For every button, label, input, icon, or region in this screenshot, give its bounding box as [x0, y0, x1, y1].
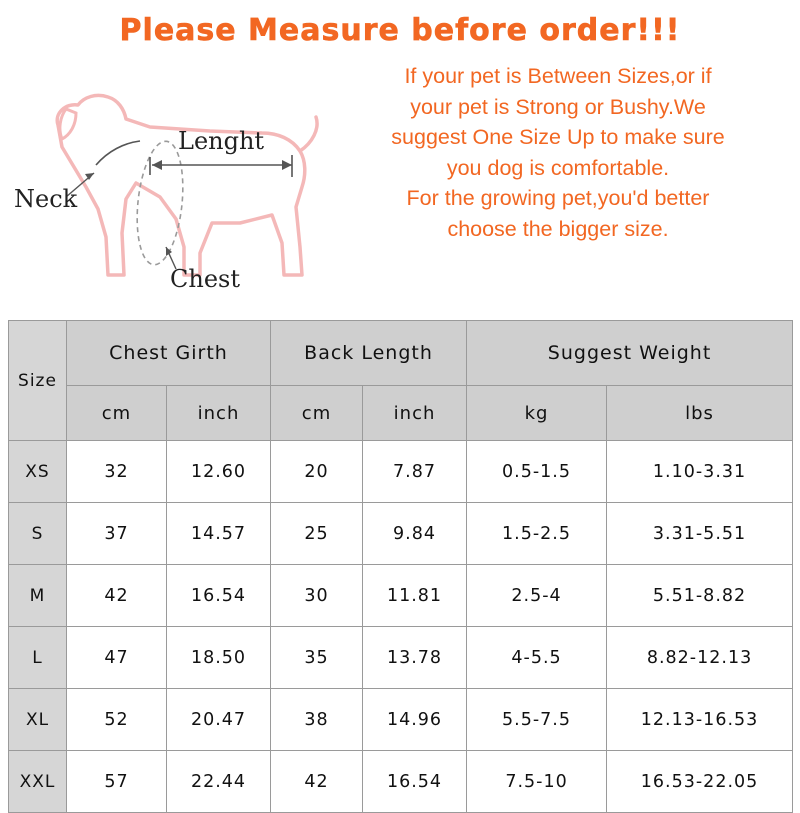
notice-line-2: your pet is Strong or Bushy.We — [410, 94, 706, 119]
cell-back-cm: 25 — [271, 503, 363, 565]
cell-weight-lbs: 1.10-3.31 — [607, 441, 793, 503]
cell-back-cm: 20 — [271, 441, 363, 503]
cell-size: S — [9, 503, 67, 565]
cell-size: XL — [9, 689, 67, 751]
notice-line-3: suggest One Size Up to make sure — [391, 125, 725, 150]
sizing-notice — [330, 47, 800, 244]
page-title: Please Measure before order!!! — [119, 13, 681, 48]
label-chest: Chest — [170, 265, 240, 293]
subheader-back-inch: inch — [363, 386, 467, 441]
cell-chest-cm: 37 — [67, 503, 167, 565]
cell-weight-kg: 4-5.5 — [467, 627, 607, 689]
cell-back-cm: 38 — [271, 689, 363, 751]
subheader-weight-kg: kg — [467, 386, 607, 441]
table-group-header-row — [9, 321, 793, 386]
cell-chest-inch: 12.60 — [167, 441, 271, 503]
cell-back-inch: 11.81 — [363, 565, 467, 627]
label-lenght: Lenght — [178, 127, 265, 155]
subheader-chest-cm: cm — [67, 386, 167, 441]
table-row — [9, 627, 793, 689]
cell-weight-lbs: 8.82-12.13 — [607, 627, 793, 689]
cell-back-cm: 42 — [271, 751, 363, 813]
table-sub-header-row — [9, 386, 793, 441]
table-body — [9, 441, 793, 813]
cell-chest-cm: 42 — [67, 565, 167, 627]
cell-size: M — [9, 565, 67, 627]
cell-weight-kg: 2.5-4 — [467, 565, 607, 627]
cell-size: L — [9, 627, 67, 689]
cell-back-inch: 16.54 — [363, 751, 467, 813]
dog-silhouette-icon — [0, 47, 330, 297]
cell-back-inch: 9.84 — [363, 503, 467, 565]
table-row — [9, 689, 793, 751]
dog-diagram — [0, 47, 330, 297]
subheader-weight-lbs: lbs — [607, 386, 793, 441]
cell-back-cm: 30 — [271, 565, 363, 627]
header-size: Size — [9, 321, 67, 441]
cell-weight-kg: 5.5-7.5 — [467, 689, 607, 751]
cell-chest-cm: 52 — [67, 689, 167, 751]
cell-back-inch: 13.78 — [363, 627, 467, 689]
cell-weight-kg: 1.5-2.5 — [467, 503, 607, 565]
cell-weight-lbs: 3.31-5.51 — [607, 503, 793, 565]
cell-weight-lbs: 5.51-8.82 — [607, 565, 793, 627]
subheader-chest-inch: inch — [167, 386, 271, 441]
cell-chest-inch: 18.50 — [167, 627, 271, 689]
header-chest-girth: Chest Girth — [67, 321, 271, 386]
cell-weight-lbs: 12.13-16.53 — [607, 689, 793, 751]
size-table-container — [8, 320, 792, 813]
notice-line-6: choose the bigger size. — [447, 216, 669, 241]
table-head — [9, 321, 793, 441]
cell-back-cm: 35 — [271, 627, 363, 689]
label-neck: Neck — [14, 185, 78, 213]
cell-weight-kg: 7.5-10 — [467, 751, 607, 813]
cell-weight-kg: 0.5-1.5 — [467, 441, 607, 503]
cell-chest-inch: 16.54 — [167, 565, 271, 627]
table-row — [9, 441, 793, 503]
notice-line-4: you dog is comfortable. — [446, 155, 670, 180]
cell-chest-inch: 14.57 — [167, 503, 271, 565]
cell-back-inch: 14.96 — [363, 689, 467, 751]
notice-line-5: For the growing pet,you'd better — [406, 186, 710, 211]
header-suggest-weight: Suggest Weight — [467, 321, 793, 386]
size-table — [8, 320, 793, 813]
cell-weight-lbs: 16.53-22.05 — [607, 751, 793, 813]
cell-chest-cm: 32 — [67, 441, 167, 503]
header-back-length: Back Length — [271, 321, 467, 386]
cell-back-inch: 7.87 — [363, 441, 467, 503]
cell-chest-inch: 22.44 — [167, 751, 271, 813]
cell-chest-inch: 20.47 — [167, 689, 271, 751]
subheader-back-cm: cm — [271, 386, 363, 441]
top-section — [0, 47, 800, 297]
notice-line-1: If your pet is Between Sizes,or if — [404, 64, 712, 88]
cell-size: XS — [9, 441, 67, 503]
table-row — [9, 503, 793, 565]
table-row — [9, 565, 793, 627]
cell-size: XXL — [9, 751, 67, 813]
cell-chest-cm: 57 — [67, 751, 167, 813]
table-row — [9, 751, 793, 813]
cell-chest-cm: 47 — [67, 627, 167, 689]
